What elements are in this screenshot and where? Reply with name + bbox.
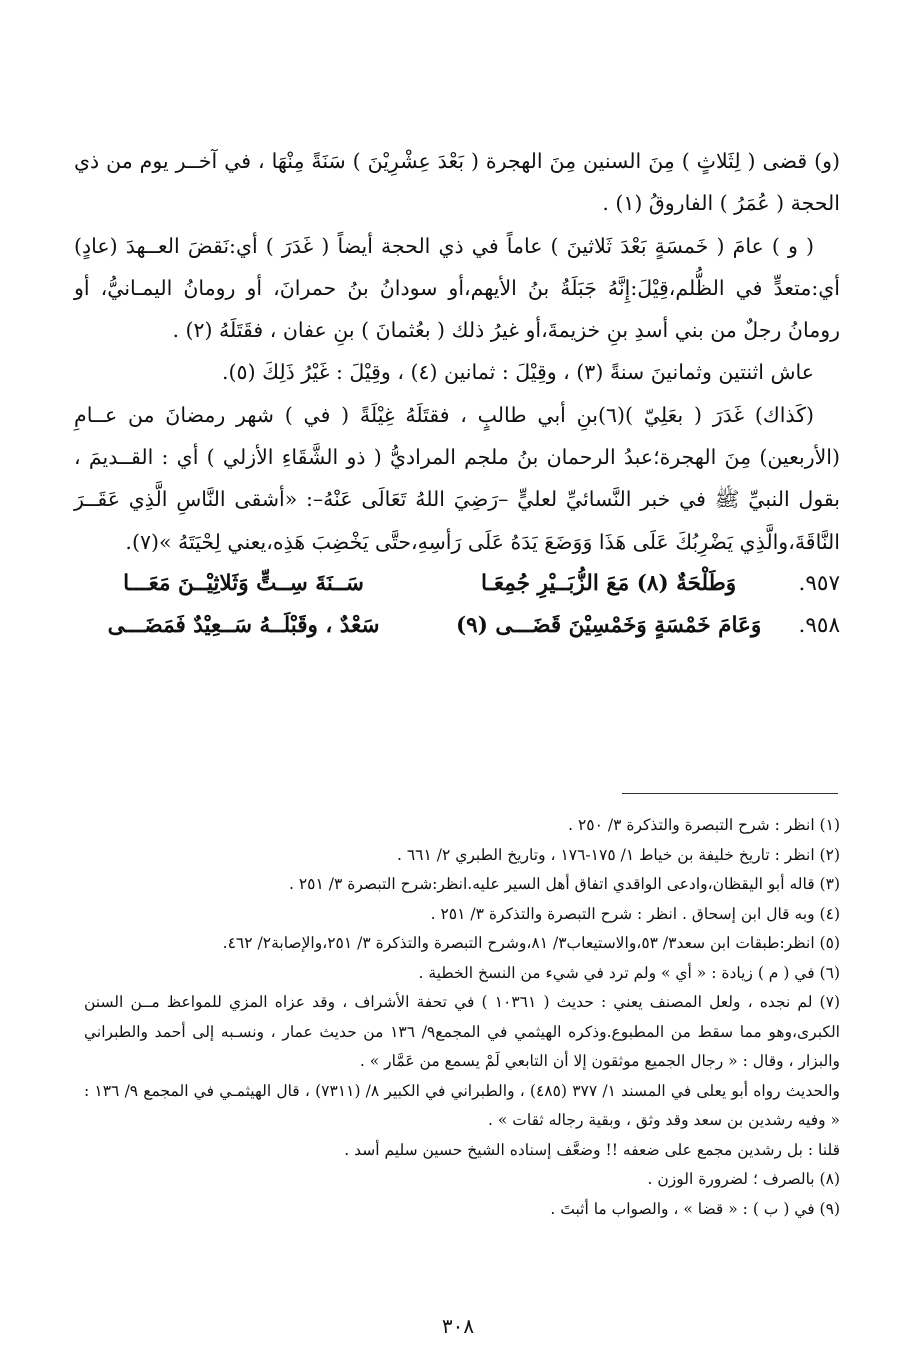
footnote: قلنا : بل رشدين مجمع على ضعفه !! وضعَّف إسناده الشيخ حسين سليم أسد .: [344, 1140, 840, 1159]
footnote: (٨) بالصرف ؛ لضرورة الوزن .: [647, 1170, 840, 1188]
verse-number: ٩٥٧.: [798, 570, 840, 596]
verse-second-hemistich: سَعْدٌ ، وقَبْلَــهُ سَــعِيْدٌ فَمَضَـــى: [107, 613, 380, 639]
footnote: (٥) انظر:طبقات ابن سعد٣/ ٥٣،والاستيعاب٣/ ٨١،وشرح التبصرة والتذكرة ٣/ ٢٥١،والإصابة٢/ ٤٦٢.: [222, 934, 840, 952]
footnote: (٤) وبه قال ابن إسحاق . انظر : شرح التبصرة والتذكرة ٣/ ٢٥١ .: [430, 904, 840, 923]
paragraph-umar: (و) قضى ( لِثَلاثٍ ) مِنَ السنين مِنَ الهجرة ( بَعْدَ عِشْرِيْنَ ) سَنَةً مِنْهَا ، في آخــر يوم من ذي الحجة ( عُمَرُ ) الفاروقُ (١) .: [74, 149, 840, 216]
footnote: (٩) في ( ب ) : « قضا » ، والصواب ما أثبتَ .: [550, 1199, 840, 1218]
footnote: (١) انظر : شرح التبصرة والتذكرة ٣/ ٢٥٠ .: [568, 816, 840, 834]
verse-957: [74, 563, 840, 605]
paragraph-age: عاش اثنتين وثمانينَ سنةً (٣) ، وقِيْلَ : ثمانين (٤) ، وقِيْلَ : غَيْرُ ذَلِكَ (٥).: [222, 360, 814, 385]
footnote: والحديث رواه أبو يعلى في المسند ١/ ٣٧٧ (٤٨٥) ، والطبراني في الكبير ٨/ (٧٣١١) ، قال الهيثمـي في المجمع ٩/ ١٣٦ : « وفيه رشدين بن سعد وقد وثق ، وبقية رجاله ثقات » .: [84, 1081, 840, 1129]
footnote: (٧) لم نجده ، ولعل المصنف يعني : حديث ( ١٠٣٦١ ) في تحفة الأشراف ، وقد عزاه المزي للمواعظ مــن السنن الكبرى،وهو مما سقط من المطبوع.وذكره الهيثمي في المجمع٩/ ١٣٦ من حديث عمار ، ونسـبه إلى أحمد والطبراني والبزار ، وقال : « رجال الجميع موثقون إلا أن التابعي لَمْ يسمع من عَمَّار » .: [84, 993, 840, 1070]
footnotes: [84, 811, 840, 1224]
footnote: (٦) في ( م ) زيادة : « أي » ولم ترد في شيء من النسخ الخطية .: [418, 963, 840, 982]
footnote-divider: [622, 793, 838, 794]
page-number: ٣٠٨: [441, 1314, 475, 1338]
footnote: (٢) انظر : تاريخ خليفة بن خياط ١/ ١٧٥-١٧٦ ، وتاريخ الطبري ٢/ ٦٦١ .: [396, 845, 840, 864]
verse-second-hemistich: سَــنَةَ سِــتٍّ وَثَلاثِيْــنَ مَعَـــا: [123, 570, 364, 596]
verse-first-hemistich: وَعَامَ خَمْسَةٍ وَخَمْسِيْنَ قَضَـــى (٩): [455, 613, 762, 639]
verse-number: ٩٥٨.: [798, 613, 840, 639]
main-text: [74, 140, 840, 648]
footnote: (٣) قاله أبو اليقظان،وادعى الواقدي اتفاق أهل السير عليه.انظر:شرح التبصرة ٣/ ٢٥١ .: [288, 875, 840, 893]
paragraph-uthman: ( و ) عامَ ( خَمسَةٍ بَعْدَ ثَلاثينَ ) عاماً في ذي الحجة أيضاً ( غَدَرَ ) أي:نَقضَ العــهدَ (عادٍ) أي:متعدٍّ في الظُّلم،قِيْلَ:إِنَّهُ جَبَلَةُ بنُ الأيهم،أو سودانُ بنُ حمرانَ، أو رومانُ اليمـانيُّ، أو رومانُ رجلٌ من بني أسدِ بنِ خزيمةَ،أو غيرُ ذلك ( بعُثمانَ ) بنِ عفان ، فقَتَلَهُ (٢) .: [74, 233, 840, 343]
verse-958: [74, 605, 840, 647]
verse-first-hemistich: وَطَلْحَةٌ (٨) مَعَ الزُّبَــيْرِ جُمِعَـا: [481, 570, 737, 596]
paragraph-ali: (كَذاك) غَدَرَ ( بعَلِيّ )(٦)بنِ أبي طالبٍ ، فقتَلَهُ غِيْلَةً ( في ) شهر رمضانَ من عــامِ (الأربعين) مِنَ الهجرة؛عبدُ الرحمان بنُ ملجم المراديُّ ( ذو الشَّقَاءِ الأزلي ) أي : القــديمَ ، بقول النبيِّ ﷺ في خبر النَّسائيِّ لعليٍّ –رَضِيَ اللهُ تَعَالَى عَنْهُ–: «أشقى النَّاسِ الَّذِي عَقَــرَ النَّاقَةَ،والَّذِي يَضْرِبُكَ عَلَى هَذَا وَوَضَعَ يَدَهُ عَلَى رَأسِهِ،حتَّى يَخْضِبَ هَذِه،يعني لِحْيَتَهُ »(٧).: [74, 402, 840, 554]
